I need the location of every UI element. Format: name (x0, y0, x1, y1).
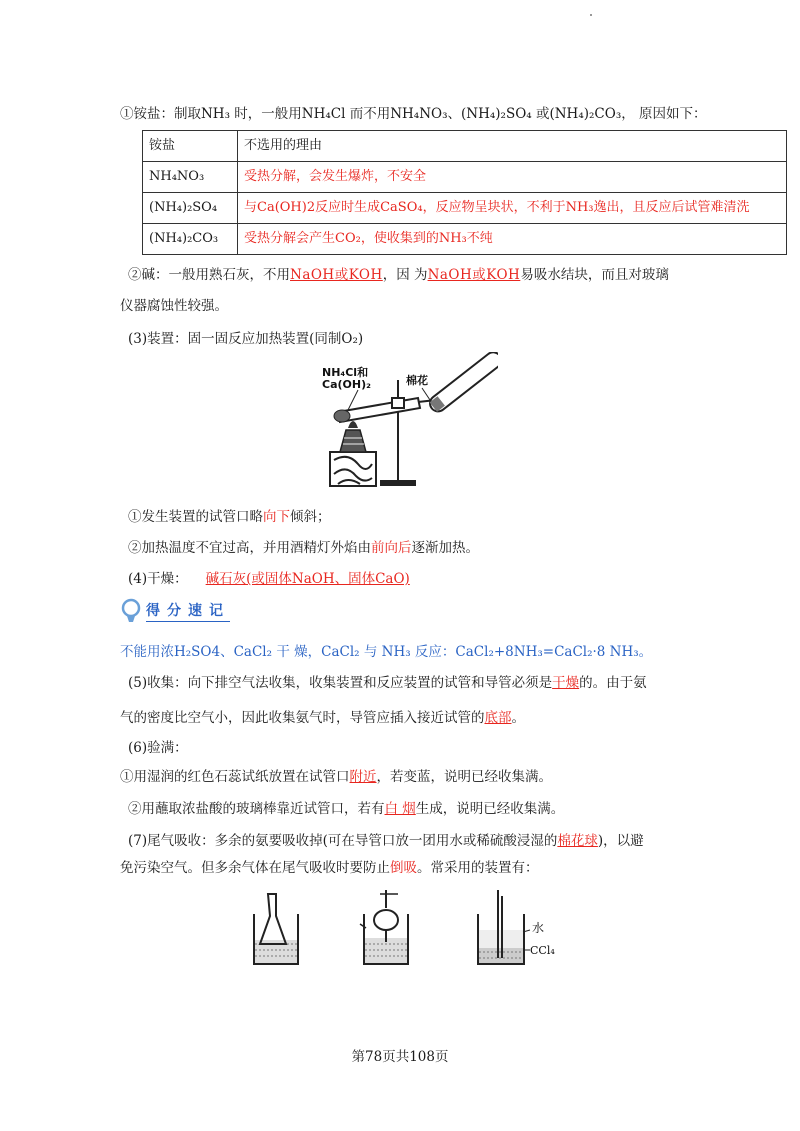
alkali-text: ②碱：一般用熟石灰，不用 (128, 267, 290, 283)
collect-text: (5)收集：向下排空气法收集，收集装置和反应装置的试管和导管必须是 (128, 675, 553, 691)
cacl2-note: 不能用浓H₂SO4、CaCl₂ 干 燥，CaCl₂ 与 NH₃ 反应：CaCl₂+8NH₃=CaCl₂·8 NH₃。 (120, 644, 653, 660)
ammonium-salt-intro: ①铵盐：制取NH₃ 时，一般用NH₄Cl 而不用NH₄NO₃、(NH₄)₂SO₄ 或(NH₄)₂CO₃， 原因如下： (120, 106, 707, 122)
table-row (143, 193, 787, 224)
dry-text: (4)干燥： (128, 571, 188, 587)
table-cell-salt: NH₄NO₃ (143, 162, 238, 193)
collect-line-2 (120, 708, 525, 728)
tail-line-1 (128, 831, 644, 851)
device-title: (3)装置：固一固反应加热装置(同制O₂) (128, 331, 364, 347)
tip-tube-direction (128, 507, 331, 527)
funnel-absorber (254, 894, 298, 964)
check-line-1 (120, 767, 552, 787)
collect-answer: 干燥 (552, 675, 580, 691)
heating-apparatus-diagram (318, 352, 498, 494)
lightbulb-icon (120, 598, 142, 624)
collect-text: 气的密度比空气小，因此收集氨气时，导管应插入接近试管的 (120, 710, 485, 726)
collect-text: 的。由于氨 (579, 675, 647, 691)
speck (590, 14, 592, 16)
tip-answer: 向下 (263, 509, 290, 525)
tip-answer: 前向后 (371, 540, 412, 556)
table-header-row (143, 131, 787, 162)
water-label: 水 (532, 921, 545, 935)
table-cell-salt: (NH₄)₂SO₄ (143, 193, 238, 224)
tail-text: 。常采用的装置有： (417, 860, 539, 876)
alkali-line-2: 仪器腐蚀性较强。 (120, 298, 228, 314)
check-text: ①用湿润的红色石蕊试纸放置在试管口 (120, 769, 350, 785)
collect-line-1 (128, 673, 647, 693)
ccl4-absorber (478, 890, 555, 964)
check-line-2 (128, 799, 564, 819)
cotton-label: 棉花 (406, 374, 428, 387)
tail-text: (7)尾气吸收：多余的氨要吸收掉(可在导管口放一团用水或稀硫酸浸湿的 (128, 833, 558, 849)
table-cell-reason: 受热分解会产生CO₂，使收集到的NH₃不纯 (238, 224, 787, 255)
table-header-reason: 不选用的理由 (238, 131, 787, 162)
table-cell-salt: (NH₄)₂CO₃ (143, 224, 238, 255)
table-header-salt: 铵盐 (143, 131, 238, 162)
check-title: (6)验满： (128, 740, 188, 756)
collect-text: 。 (511, 710, 525, 726)
bulb-absorber (360, 890, 408, 964)
tip-text: ①发生装置的试管口略 (128, 509, 263, 525)
quick-notes-badge (120, 598, 230, 624)
check-text: ②用蘸取浓盐酸的玻璃棒靠近试管口，若有 (128, 801, 385, 817)
table-row (143, 224, 787, 255)
drying-line (128, 569, 410, 589)
tip-text: ②加热温度不宜过高，并用酒精灯外焰由 (128, 540, 371, 556)
tip-heating (128, 538, 479, 558)
tail-text: )，以避 (597, 833, 644, 849)
reagent-label-line1: NH₄Cl和 (322, 366, 369, 379)
tail-answer: 棉花球 (557, 833, 598, 849)
alkali-line (128, 265, 669, 285)
ammonium-salt-table (142, 130, 787, 255)
tail-answer: 倒吸 (390, 860, 417, 876)
check-answer: 附近 (349, 769, 377, 785)
quick-notes-title: 得分速记 (146, 600, 230, 622)
alkali-text: ，因 为 (382, 267, 428, 283)
check-text: ，若变蓝，说明已经收集满。 (376, 769, 552, 785)
collect-answer: 底部 (484, 710, 512, 726)
table-cell-reason: 与Ca(OH)2反应时生成CaSO₄，反应物呈块状，不利于NH₃逸出，且反应后试管难清洗 (238, 193, 787, 224)
absorber-diagrams (240, 884, 570, 970)
table-row (143, 162, 787, 193)
table-cell-reason: 受热分解，会发生爆炸，不安全 (238, 162, 787, 193)
alkali-answer-2: NaOH或KOH (427, 267, 521, 283)
page-footer: 第78页共108页 (351, 1049, 449, 1065)
tail-line-2 (120, 858, 539, 878)
check-text: 生成，说明已经收集满。 (415, 801, 565, 817)
tip-text: 逐渐加热。 (411, 540, 479, 556)
reagent-label-line2: Ca(OH)₂ (322, 378, 371, 391)
alkali-text: 易吸水结块，而且对玻璃 (520, 267, 669, 283)
tail-text: 免污染空气。但多余气体在尾气吸收时要防止 (120, 860, 390, 876)
ccl4-label: CCl₄ (530, 944, 555, 957)
alkali-answer-1: NaOH或KOH (290, 267, 383, 283)
check-answer: 白 烟 (384, 801, 416, 817)
tip-text: 倾斜； (290, 509, 331, 525)
dry-answer: 碱石灰(或固体NaOH、固体CaO) (205, 571, 410, 587)
